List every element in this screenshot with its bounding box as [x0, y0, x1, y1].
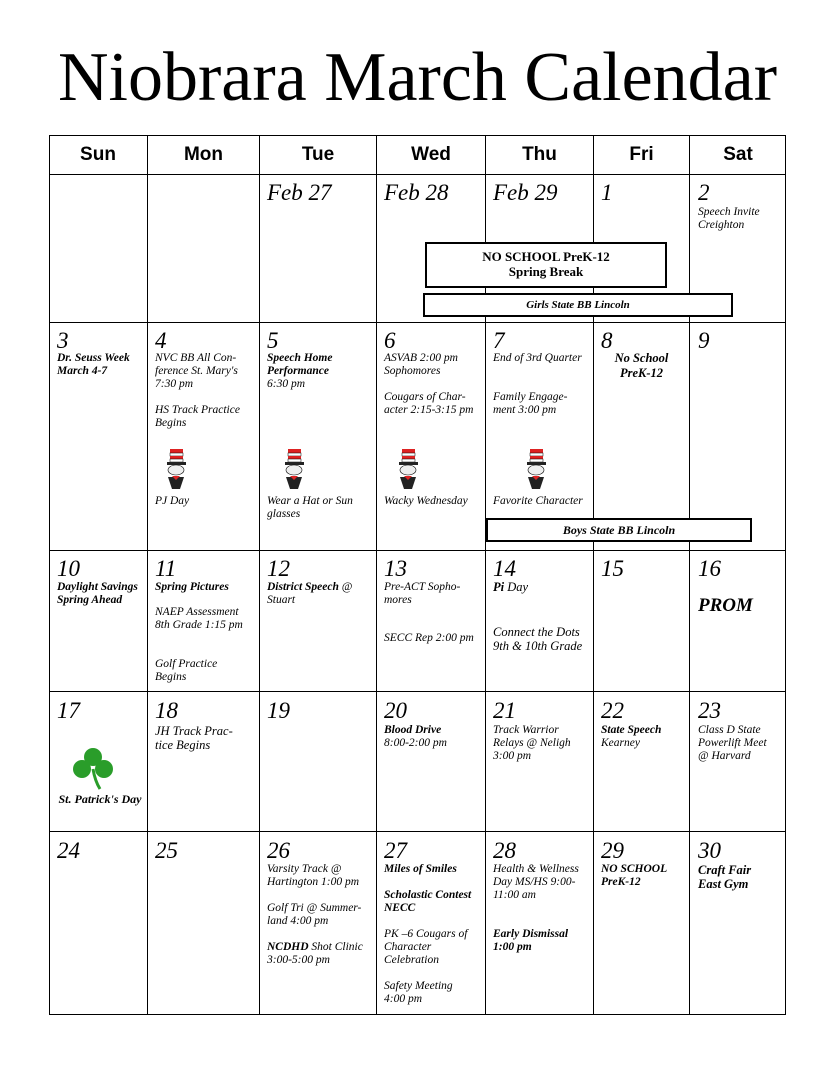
day-header-wed: Wed	[411, 144, 451, 165]
event-miles-smiles: Miles of Smiles	[384, 863, 457, 875]
event-wacky-wednesday: Wacky Wednesday	[384, 495, 468, 507]
event-golf-practice: Golf Practice Begins	[155, 658, 218, 683]
date-6: 6	[384, 328, 396, 353]
grid-line	[49, 691, 786, 692]
event-jh-track: JH Track Prac-tice Begins	[155, 724, 233, 752]
event-safety-meeting: Safety Meeting 4:00 pm	[384, 980, 453, 1005]
event-daylight-savings: Daylight Savings Spring Ahead	[57, 581, 138, 606]
date-28: 28	[493, 838, 516, 863]
date-feb-27: Feb 27	[267, 180, 332, 205]
day-header-fri: Fri	[629, 144, 654, 165]
event-pj-day: PJ Day	[155, 495, 190, 507]
event-pi-rest: Day	[504, 580, 529, 594]
event-speech-home: Speech Home Performance	[267, 352, 333, 377]
event-blood-drive-time: 8:00-2:00 pm	[384, 737, 447, 749]
date-26: 26	[267, 838, 290, 863]
grid-line	[259, 135, 260, 1015]
date-27: 27	[384, 838, 407, 863]
event-ncdhd-rest: Shot Clinic 3:00-5:00 pm	[267, 941, 363, 966]
date-15: 15	[601, 556, 624, 581]
event-st-patricks: St. Patrick's Day	[58, 792, 142, 806]
event-end-quarter: End of 3rd Quarter	[493, 352, 582, 364]
event-dr-seuss-week: Dr. Seuss Week March 4-7	[57, 352, 130, 377]
boys-bb-text: Boys State BB Lincoln	[562, 523, 676, 537]
event-district-speech-place: @ Stuart	[267, 581, 353, 606]
event-cougars-character: Cougars of Char-acter 2:15-3:15 pm	[384, 391, 474, 416]
event-varsity-track: Varsity Track @ Hartington 1:00 pm	[267, 863, 359, 888]
event-district-speech	[267, 581, 371, 607]
date-22: 22	[601, 698, 624, 723]
event-prom: PROM	[698, 595, 753, 616]
date-4: 4	[155, 328, 167, 353]
event-powerlift: Class D State Powerlift Meet @ Harvard	[698, 724, 767, 762]
grid-line	[376, 135, 377, 1015]
event-no-school-grades: PreK-12	[619, 366, 664, 380]
date-11: 11	[155, 556, 177, 581]
spring-break-text: Spring Break	[508, 264, 584, 279]
date-7: 7	[493, 328, 505, 353]
cat-in-hat-icon	[278, 447, 314, 493]
date-feb-29: Feb 29	[493, 180, 558, 205]
date-23: 23	[698, 698, 721, 723]
event-early-dismissal: Early Dismissal 1:00 pm	[493, 928, 569, 953]
event-no-school-29-grades: PreK-12	[601, 876, 641, 888]
shamrock-icon	[70, 745, 116, 791]
date-12: 12	[267, 556, 290, 581]
event-hs-track: HS Track Practice Begins	[155, 404, 240, 429]
event-pi-title: Pi	[493, 580, 505, 594]
event-secc-rep: SECC Rep 2:00 pm	[384, 632, 474, 644]
date-3: 3	[57, 328, 69, 353]
date-18: 18	[155, 698, 178, 723]
event-scholastic-contest: Scholastic Contest NECC	[384, 889, 472, 914]
grid-line	[147, 135, 148, 1015]
day-header-sat: Sat	[723, 144, 753, 165]
date-19: 19	[267, 698, 290, 723]
grid-line	[49, 174, 786, 175]
date-9: 9	[698, 328, 710, 353]
date-20: 20	[384, 698, 407, 723]
event-ncdhd-clinic	[267, 941, 373, 967]
event-speech-home-time: 6:30 pm	[267, 378, 306, 390]
event-nvc-bb: NVC BB All Con-ference St. Mary's 7:30 pm	[155, 352, 238, 390]
date-24: 24	[57, 838, 80, 863]
grid-line	[49, 322, 786, 323]
cat-in-hat-icon	[392, 447, 428, 493]
date-5: 5	[267, 328, 279, 353]
event-health-wellness: Health & Wellness Day MS/HS 9:00-11:00 am	[493, 863, 579, 901]
event-ncdhd-title: NCDHD	[267, 941, 309, 953]
event-wear-hat: Wear a Hat or Sun glasses	[267, 495, 353, 520]
event-no-school-29: NO SCHOOL	[601, 863, 668, 875]
date-29: 29	[601, 838, 624, 863]
date-14: 14	[493, 556, 516, 581]
grid-line	[49, 550, 786, 551]
event-district-speech-title: District Speech	[267, 581, 339, 593]
day-header-tue: Tue	[301, 144, 335, 165]
event-pi-day	[493, 581, 589, 594]
event-state-speech: State Speech	[601, 724, 662, 736]
girls-bb-banner	[423, 293, 733, 317]
boys-bb-banner	[486, 518, 752, 542]
date-feb-28: Feb 28	[384, 180, 449, 205]
event-favorite-character: Favorite Character	[493, 495, 583, 507]
event-east-gym: East Gym	[698, 877, 749, 891]
date-25: 25	[155, 838, 178, 863]
event-blood-drive: Blood Drive	[384, 724, 442, 736]
grid-line	[49, 831, 786, 832]
date-21: 21	[493, 698, 516, 723]
day-header-mon: Mon	[183, 144, 224, 165]
event-family-engagement: Family Engage-ment 3:00 pm	[493, 391, 568, 416]
event-speech-invite: Speech Invite Creighton	[698, 206, 760, 231]
page-title: Niobrara March Calendar	[57, 39, 778, 116]
event-asvab: ASVAB 2:00 pm Sophomores	[384, 352, 458, 377]
event-no-school: No School	[614, 351, 669, 365]
day-header-thu: Thu	[522, 144, 557, 165]
date-30: 30	[698, 838, 721, 863]
girls-bb-text: Girls State BB Lincoln	[526, 299, 630, 311]
event-track-warrior: Track Warrior Relays @ Neligh 3:00 pm	[493, 724, 571, 762]
event-pre-act: Pre-ACT Sopho-mores	[384, 581, 461, 606]
no-school-text: NO SCHOOL PreK-12	[482, 249, 610, 264]
event-connect-dots: Connect the Dots 9th & 10th Grade	[493, 625, 583, 653]
event-spring-pictures: Spring Pictures	[155, 581, 229, 593]
date-16: 16	[698, 556, 721, 581]
cat-in-hat-icon	[520, 447, 556, 493]
event-naep: NAEP Assessment 8th Grade 1:15 pm	[155, 606, 243, 631]
date-8: 8	[601, 328, 613, 353]
date-2: 2	[698, 180, 710, 205]
no-school-banner	[425, 242, 667, 288]
cat-in-hat-icon	[160, 447, 196, 493]
event-pk6-cougars: PK –6 Cougars of Character Celebration	[384, 928, 468, 966]
event-golf-tri: Golf Tri @ Summer-land 4:00 pm	[267, 902, 362, 927]
event-craft-fair: Craft Fair	[698, 863, 752, 877]
date-13: 13	[384, 556, 407, 581]
date-17: 17	[57, 698, 80, 723]
day-header-sun: Sun	[80, 144, 116, 165]
date-1: 1	[601, 180, 613, 205]
grid-line	[689, 135, 690, 1015]
event-state-speech-place: Kearney	[601, 737, 640, 749]
date-10: 10	[57, 556, 80, 581]
